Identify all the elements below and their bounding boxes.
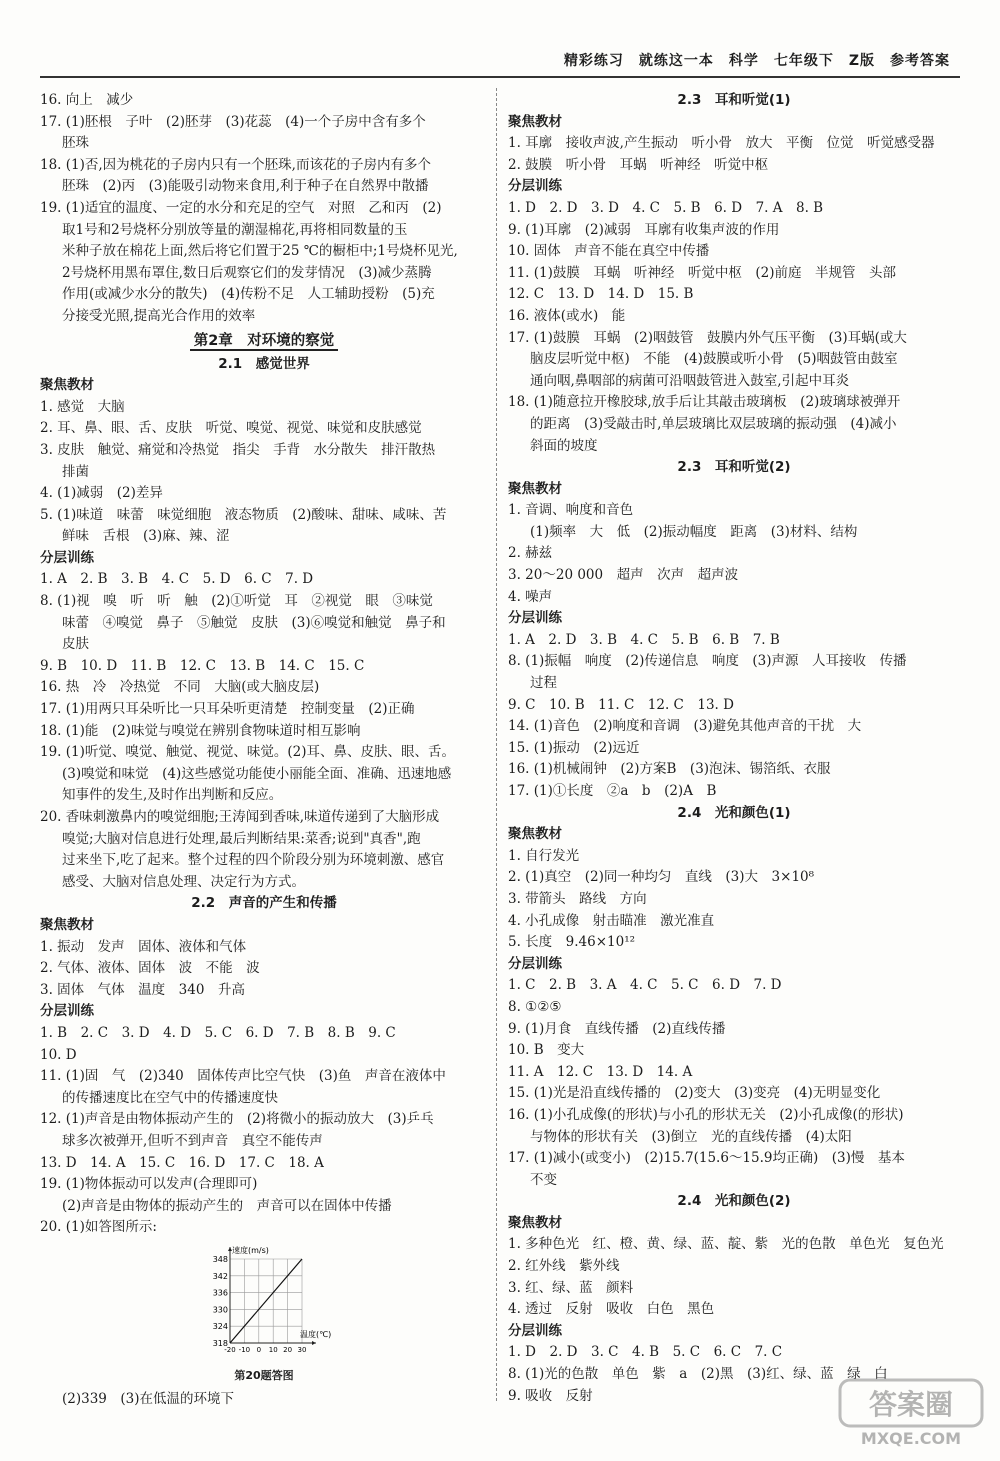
x-tick-label: -10 (238, 1345, 251, 1354)
subsection-heading: 聚焦教材 (40, 916, 94, 933)
answer-line: 5. 长度 9.46×10¹² (508, 934, 636, 951)
answer-line: 鲜味 舌根 (3)麻、辣、涩 (62, 528, 230, 545)
answer-line: 17. (1)用两只耳朵听比一只耳朵听更清楚 控制变量 (2)正确 (40, 701, 415, 718)
answer-line: 1. 多种色光 红、橙、黄、绿、蓝、靛、紫 光的色散 单色光 复色光 (508, 1236, 944, 1253)
answer-line: 2. 赫兹 (508, 545, 553, 562)
subsection-heading: 聚焦教材 (40, 377, 94, 394)
answer-line: 10. D (40, 1046, 77, 1063)
subsection-heading: 聚焦教材 (508, 1214, 562, 1231)
answer-line: 8. (1)振幅 响度 (2)传递信息 响度 (3)声源 人耳接收 传播 (508, 653, 907, 670)
answer-line: 3. 带箭头 路线 方向 (508, 890, 647, 907)
answer-line: 5. (1)味道 味蕾 味觉细胞 液态物质 (2)酸味、甜味、咸味、苦 (40, 506, 447, 523)
graph-svg (192, 1243, 352, 1363)
answer-line: 嗅觉;大脑对信息进行处理,最后判断结果:菜香;说到"真香",跑 (62, 830, 421, 847)
section-title-2-4-2: 2.4 光和颜色(2) (677, 1193, 791, 1210)
section-title-2-3-2: 2.3 耳和听觉(2) (677, 459, 791, 476)
answer-line: 感受、大脑对信息处理、决定行为方式。 (62, 873, 305, 890)
answer-line: 3. 固体 气体 温度 340 升高 (40, 981, 245, 998)
x-tick-label: 0 (256, 1345, 262, 1354)
answer-line: 14. (1)音色 (2)响度和音调 (3)避免其他声音的干扰 大 (508, 718, 862, 735)
answer-line: 17. (1)胚根 子叶 (2)胚芽 (3)花蕊 (4)一个子房中含有多个 (40, 113, 426, 130)
answer-line: 9. (1)月食 直线传播 (2)直线传播 (508, 1020, 726, 1037)
x-axis-label: 温度(℃) (300, 1329, 332, 1339)
answers-after-figure (40, 1389, 488, 1411)
section-2-2 (40, 915, 488, 1239)
answer-line: 8. ①②⑤ (508, 998, 562, 1015)
answer-line: 1. D 2. D 3. C 4. B 5. C 6. C 7. C (508, 1344, 783, 1361)
y-tick-label: 336 (212, 1288, 228, 1298)
answer-line: 16. 液体(或水) 能 (508, 307, 626, 324)
section-2-3-1 (508, 112, 960, 458)
answer-line: 1. B 2. C 3. D 4. D 5. C 6. D 7. B 8. B 9. C (40, 1024, 396, 1041)
answer-line: 胚珠 (62, 135, 89, 152)
answer-line: (3)嗅觉和味觉 (4)这些感觉功能使小丽能全面、准确、迅速地感 (62, 765, 452, 782)
answer-line: 9. (1)耳廓 (2)减弱 耳廓有收集声波的作用 (508, 221, 780, 238)
answer-line: 18. (1)能 (2)味觉与嗅觉在辨别食物味道时相互影响 (40, 722, 361, 739)
header-title: 精彩练习 就练这一本 科学 七年级下 Z版 参考答案 (563, 53, 950, 69)
answer-line: 过程 (530, 675, 557, 692)
answer-line: 16. (1)小孔成像(的形状)与小孔的形状无关 (2)小孔成像(的形状) (508, 1106, 904, 1123)
answer-line: 18. (1)随意拉开橡胶球,放手后让其敲击玻璃板 (2)玻璃球被弹开 (508, 394, 901, 411)
answer-line: 1. 音调、响度和音色 (508, 502, 634, 519)
answer-line: 10. 固体 声音不能在真空中传播 (508, 243, 710, 260)
subsection-heading: 聚焦教材 (508, 826, 562, 843)
answer-line: 4. 小孔成像 射击瞄准 激光准直 (508, 912, 715, 929)
section-2-1 (40, 375, 488, 893)
subsection-heading: 分层训练 (508, 178, 562, 195)
subsection-heading: 聚焦教材 (508, 480, 562, 497)
answer-line: 16. 热 冷 冷热觉 不同 大脑(或大脑皮层) (40, 679, 320, 696)
y-axis-label: 速度(m/s) (232, 1245, 269, 1255)
answer-line: 的传播速度比在空气中的传播速度快 (62, 1089, 278, 1106)
page-header (40, 44, 960, 78)
svg-text:答案圈: 答案圈 (868, 1388, 954, 1421)
figure-caption: 第20题答图 (234, 1368, 294, 1382)
subsection-heading: 分层训练 (508, 1322, 562, 1339)
x-tick-label: 10 (268, 1345, 278, 1354)
subsection-heading: 聚焦教材 (508, 113, 562, 130)
answer-line: 15. (1)振动 (2)远近 (508, 739, 640, 756)
answer-line: 1. A 2. B 3. B 4. C 5. D 6. C 7. D (40, 571, 314, 588)
answer-line: 3. 20～20 000 超声 次声 超声波 (508, 567, 739, 584)
subsection-heading: 分层训练 (40, 1003, 94, 1020)
x-tick-label: 30 (297, 1345, 307, 1354)
answer-line: 11. (1)鼓膜 耳蜗 听神经 听觉中枢 (2)前庭 半规管 头部 (508, 264, 897, 281)
answer-line: 2. 气体、液体、固体 波 不能 波 (40, 960, 260, 977)
answer-line: 20. 香味刺激鼻内的嗅觉细胞;王涛闻到香味,味道传递到了大脑形成 (40, 809, 440, 825)
answer-line: 1. C 2. B 3. A 4. C 5. C 6. D 7. D (508, 977, 782, 994)
answer-line: 19. (1)适宜的温度、一定的水分和充足的空气 对照 乙和丙 (2) (40, 199, 442, 216)
answer-line: 4. (1)减弱 (2)差异 (40, 485, 163, 502)
answer-line: 与物体的形状有关 (3)倒立 光的直线传播 (4)太阳 (530, 1128, 852, 1145)
answer-line: 胚珠 (2)丙 (3)能吸引动物来食用,利于种子在自然界中散播 (62, 178, 429, 195)
section-title-2-3-1: 2.3 耳和听觉(1) (677, 92, 791, 108)
column-divider (496, 88, 497, 1401)
subsection-heading: 分层训练 (508, 610, 562, 627)
answer-line: 16. (1)机械闹钟 (2)方案B (3)泡沫、锡箔纸、衣服 (508, 761, 831, 778)
answer-line: 3. 皮肤 触觉、痛觉和冷热觉 指尖 手背 水分散失 排汗散热 (40, 441, 436, 458)
answer-line: (2)339 (3)在低温的环境下 (62, 1390, 235, 1407)
section-title-2-4-1: 2.4 光和颜色(1) (677, 804, 791, 821)
x-axis-arrow (312, 1341, 316, 1345)
y-tick-label: 348 (212, 1254, 228, 1264)
answer-line: (1)频率 大 低 (2)振动幅度 距离 (3)材料、结构 (530, 523, 858, 540)
answer-line: 12. C 13. D 14. D 15. B (508, 286, 694, 303)
answer-line: 皮肤 (62, 636, 89, 653)
y-tick-label: 342 (212, 1271, 228, 1281)
answer-line: 1. D 2. D 3. D 4. C 5. B 6. D 7. A 8. B (508, 199, 824, 216)
answer-line: 排菌 (62, 463, 89, 480)
answer-line: 17. (1)减小(或变小) (2)15.7(15.6～15.9均正确) (3)慢 基本 (508, 1150, 905, 1167)
answer-line: 15. (1)光是沿直线传播的 (2)变大 (3)变亮 (4)无明显变化 (508, 1085, 881, 1102)
answer-line: 19. (1)物体振动可以发声(合理即可) (40, 1176, 258, 1193)
answer-line: 不变 (530, 1171, 557, 1188)
subsection-heading: 分层训练 (508, 955, 562, 972)
answer-line: 13. D 14. A 15. C 16. D 17. C 18. A (40, 1154, 324, 1171)
y-tick-label: 330 (212, 1305, 228, 1315)
answer-line: 11. (1)固 气 (2)340 固体传声比空气快 (3)鱼 声音在液体中 (40, 1068, 446, 1085)
y-tick-label: 318 (212, 1338, 228, 1348)
answer-line: 米种子放在棉花上面,然后将它们置于25 ℃的橱柜中;1号烧杯见光, (62, 243, 458, 260)
data-line (230, 1259, 302, 1343)
answer-line: (2)声音是由物体的振动产生的 声音可以在固体中传播 (62, 1197, 392, 1214)
x-tick-label: 20 (283, 1345, 293, 1354)
answer-line: 16. 向上 减少 (40, 92, 134, 108)
x-tick-label: -20 (224, 1345, 236, 1354)
answers-chapter1-tail (40, 90, 488, 328)
section-2-3-2 (508, 479, 960, 803)
answer-line: 味蕾 ④嗅觉 鼻子 ⑤触觉 皮肤 (3)⑥嗅觉和触觉 鼻子和 (62, 614, 446, 631)
answer-line: 1. 振动 发声 固体、液体和气体 (40, 938, 247, 955)
y-tick-label: 324 (212, 1322, 228, 1332)
answer-line: 10. B 变大 (508, 1042, 585, 1059)
answer-line: 通向咽,鼻咽部的病菌可沿咽鼓管进入鼓室,引起中耳炎 (530, 372, 850, 389)
answer-line: 9. 吸收 反射 (508, 1387, 593, 1404)
right-column (508, 90, 960, 1407)
answer-line: 11. A 12. C 13. D 14. A (508, 1063, 693, 1080)
answer-line: 2号烧杯用黑布罩住,数日后观察它们的发芽情况 (3)减少蒸腾 (62, 264, 432, 281)
answer-line: 2. 红外线 紫外线 (508, 1258, 620, 1275)
answer-line: 12. (1)声音是由物体振动产生的 (2)将微小的振动放大 (3)乒乓 (40, 1111, 434, 1128)
svg-text:MXQE.COM: MXQE.COM (860, 1429, 962, 1448)
answer-line: 4. 噪声 (508, 588, 553, 605)
answer-line: 2. 耳、鼻、眼、舌、皮肤 听觉、嗅觉、视觉、味觉和皮肤感觉 (40, 420, 422, 437)
chapter-title: 第2章 对环境的察觉 (40, 330, 488, 352)
subsection-heading: 分层训练 (40, 549, 94, 566)
answer-line: 8. (1)光的色散 单色 紫 a (2)黑 (3)红、绿、蓝 绿 白 (508, 1366, 888, 1383)
answer-line: 球多次被弹开,但听不到声音 真空不能传声 (62, 1132, 323, 1149)
answer-line: 知事件的发生,及时作出判断和反应。 (62, 787, 283, 804)
answer-line: 的距离 (3)受敲击时,单层玻璃比双层玻璃的振动强 (4)减小 (530, 415, 897, 432)
answer-line: 分接受光照,提高光合作用的效率 (62, 307, 256, 324)
answer-line: 1. 感觉 大脑 (40, 398, 125, 415)
section-2-4-1 (508, 824, 960, 1191)
answer-line: 17. (1)①长度 ②a b (2)A B (508, 783, 717, 799)
answer-line: 作用(或减少水分的散失) (4)传粉不足 人工辅助授粉 (5)充 (62, 286, 435, 303)
answer-line: 脑皮层听觉中枢) 不能 (4)鼓膜或听小骨 (5)咽鼓管由鼓室 (530, 351, 898, 368)
answer-line: 19. (1)听觉、嗅觉、触觉、视觉、味觉。(2)耳、鼻、皮肤、眼、舌。 (40, 744, 456, 761)
answer-line: 1. 耳廓 接收声波,产生振动 听小骨 放大 平衡 位觉 听觉感受器 (508, 135, 935, 152)
answer-line: 3. 红、绿、蓝 颜料 (508, 1279, 634, 1296)
answer-line: 斜面的坡度 (530, 437, 598, 454)
answer-line: 2. 鼓膜 听小骨 耳蜗 听神经 听觉中枢 (508, 156, 769, 173)
answer-line: 过来坐下,吃了起来。整个过程的四个阶段分别为环境刺激、感官 (62, 852, 445, 869)
answer-line: 8. (1)视 嗅 听 听 触 (2)①听觉 耳 ②视觉 眼 ③味觉 (40, 593, 433, 610)
answer-line: 1. A 2. D 3. B 4. C 5. B 6. B 7. B (508, 631, 780, 648)
answer-line: 取1号和2号烧杯分别放等量的潮湿棉花,再将相同数量的玉 (62, 221, 408, 238)
answer-line: 9. B 10. D 11. B 12. C 13. B 14. C 15. C (40, 657, 365, 674)
section-title-2-1: 2.1 感觉世界 (218, 355, 310, 372)
answer-line: 9. C 10. B 11. C 12. C 13. D (508, 696, 734, 713)
speed-temperature-graph (192, 1243, 352, 1363)
answer-line: 1. 自行发光 (508, 847, 580, 864)
left-column (40, 90, 488, 1410)
answer-line: 4. 透过 反射 吸收 白色 黑色 (508, 1301, 715, 1318)
answer-line: 20. (1)如答图所示: (40, 1219, 157, 1236)
watermark-logo (836, 1376, 986, 1451)
answer-line: 2. (1)真空 (2)同一种均匀 直线 (3)大 3×10⁸ (508, 869, 815, 886)
section-title-2-2: 2.2 声音的产生和传播 (191, 895, 337, 912)
answer-line: 17. (1)鼓膜 耳蜗 (2)咽鼓管 鼓膜内外气压平衡 (3)耳蜗(或大 (508, 329, 907, 346)
answer-line: 18. (1)否,因为桃花的子房内只有一个胚珠,而该花的子房内有多个 (40, 156, 431, 173)
